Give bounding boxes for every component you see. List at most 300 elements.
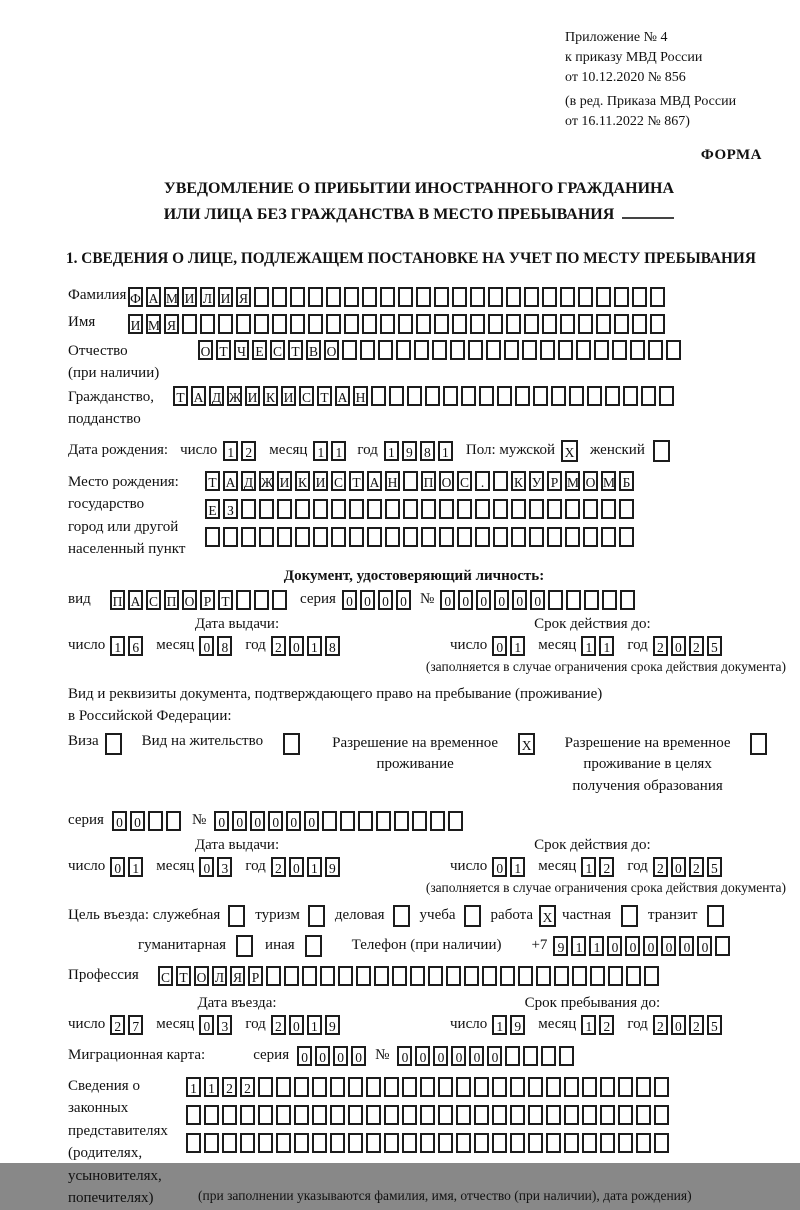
char-box[interactable]: О [182,590,197,610]
checkbox[interactable] [236,935,253,957]
char-box[interactable] [384,1133,399,1153]
char-box[interactable] [546,1133,561,1153]
char-box[interactable] [366,1133,381,1153]
char-box[interactable] [636,1077,651,1097]
char-box[interactable] [358,811,373,831]
char-box[interactable] [522,340,537,360]
char-box[interactable] [452,314,467,334]
char-box[interactable] [148,811,163,831]
char-box[interactable] [558,340,573,360]
char-box[interactable] [654,1077,669,1097]
char-box[interactable] [600,1077,615,1097]
char-box[interactable] [461,386,476,406]
char-box[interactable] [313,527,328,547]
char-box[interactable]: 0 [469,1046,484,1066]
char-box[interactable] [601,499,616,519]
char-box[interactable] [200,314,215,334]
char-box[interactable] [421,527,436,547]
char-box[interactable] [641,386,656,406]
char-box[interactable]: С [270,340,285,360]
char-box[interactable]: Т [218,590,233,610]
char-box[interactable] [240,1105,255,1125]
char-box[interactable]: 1 [581,1015,596,1035]
char-box[interactable] [470,314,485,334]
char-box[interactable] [650,287,665,307]
char-box[interactable]: 2 [689,857,704,877]
char-box[interactable] [290,314,305,334]
char-box[interactable] [403,499,418,519]
char-box[interactable]: О [439,471,454,491]
char-box[interactable] [236,314,251,334]
char-box[interactable] [222,1133,237,1153]
char-box[interactable]: И [277,471,292,491]
char-box[interactable] [374,966,389,986]
char-box[interactable] [392,966,407,986]
char-box[interactable] [456,1133,471,1153]
char-box[interactable]: А [191,386,206,406]
char-box[interactable] [186,1105,201,1125]
char-box[interactable] [564,1133,579,1153]
char-box[interactable]: Я [236,287,251,307]
char-box[interactable] [367,499,382,519]
char-box[interactable]: 0 [214,811,229,831]
char-box[interactable] [385,527,400,547]
char-box[interactable] [475,499,490,519]
char-box[interactable]: 1 [492,1015,507,1035]
char-box[interactable]: С [331,471,346,491]
char-box[interactable] [258,1105,273,1125]
char-box[interactable] [416,314,431,334]
char-box[interactable] [456,1105,471,1125]
char-box[interactable] [488,314,503,334]
char-box[interactable] [446,966,461,986]
char-box[interactable]: 0 [671,1015,686,1035]
char-box[interactable] [438,1133,453,1153]
char-box[interactable] [548,590,563,610]
char-box[interactable]: И [313,471,328,491]
char-box[interactable]: 2 [653,636,668,656]
char-box[interactable] [420,1133,435,1153]
char-box[interactable] [344,314,359,334]
char-box[interactable] [338,966,353,986]
char-box[interactable]: 5 [707,857,722,877]
char-box[interactable] [623,386,638,406]
char-box[interactable] [511,527,526,547]
char-box[interactable] [596,314,611,334]
char-box[interactable] [590,966,605,986]
char-box[interactable]: Е [205,499,220,519]
char-box[interactable] [403,471,418,491]
char-box[interactable] [506,287,521,307]
char-box[interactable]: 6 [128,636,143,656]
char-box[interactable]: 0 [315,1046,330,1066]
char-box[interactable]: 2 [240,1077,255,1097]
char-box[interactable]: 0 [643,936,658,956]
char-box[interactable]: Л [200,287,215,307]
char-box[interactable]: С [146,590,161,610]
char-box[interactable]: Я [164,314,179,334]
char-box[interactable]: 0 [360,590,375,610]
char-box[interactable] [398,314,413,334]
char-box[interactable] [564,1105,579,1125]
char-box[interactable] [528,1077,543,1097]
char-box[interactable] [366,1105,381,1125]
char-box[interactable]: Т [205,471,220,491]
char-box[interactable]: 2 [689,636,704,656]
char-box[interactable] [376,811,391,831]
char-box[interactable]: У [529,471,544,491]
char-box[interactable] [510,1105,525,1125]
char-box[interactable]: А [146,287,161,307]
char-box[interactable]: И [281,386,296,406]
char-box[interactable] [241,499,256,519]
char-box[interactable]: 0 [415,1046,430,1066]
char-box[interactable] [492,1077,507,1097]
char-box[interactable] [654,1133,669,1153]
char-box[interactable]: 0 [661,936,676,956]
char-box[interactable] [583,499,598,519]
char-box[interactable] [396,340,411,360]
char-box[interactable]: 0 [451,1046,466,1066]
char-box[interactable]: 2 [110,1015,125,1035]
char-box[interactable] [468,340,483,360]
char-box[interactable]: Д [241,471,256,491]
char-box[interactable] [241,527,256,547]
char-box[interactable]: 1 [599,636,614,656]
checkbox[interactable] [228,905,245,927]
char-box[interactable]: Т [173,386,188,406]
char-box[interactable] [554,966,569,986]
char-box[interactable]: 1 [223,441,238,461]
char-box[interactable] [614,314,629,334]
char-box[interactable] [389,386,404,406]
char-box[interactable]: А [223,471,238,491]
char-box[interactable]: 1 [204,1077,219,1097]
blank-underline[interactable] [622,207,674,219]
char-box[interactable] [272,590,287,610]
char-box[interactable] [403,527,418,547]
char-box[interactable] [587,386,602,406]
char-box[interactable]: О [324,340,339,360]
char-box[interactable] [601,527,616,547]
char-box[interactable] [618,1105,633,1125]
checkbox[interactable] [308,905,325,927]
char-box[interactable]: 7 [128,1015,143,1035]
char-box[interactable] [583,527,598,547]
checkbox[interactable] [105,733,122,755]
char-box[interactable] [493,499,508,519]
char-box[interactable] [582,1133,597,1153]
char-box[interactable] [560,314,575,334]
char-box[interactable] [572,966,587,986]
char-box[interactable]: 1 [128,857,143,877]
char-box[interactable]: Т [317,386,332,406]
char-box[interactable] [620,590,635,610]
char-box[interactable] [204,1105,219,1125]
char-box[interactable] [349,527,364,547]
char-box[interactable] [482,966,497,986]
char-box[interactable]: 8 [420,441,435,461]
char-box[interactable] [356,966,371,986]
char-box[interactable]: А [128,590,143,610]
char-box[interactable]: 0 [494,590,509,610]
char-box[interactable]: 3 [217,857,232,877]
char-box[interactable]: Р [547,471,562,491]
char-box[interactable] [295,499,310,519]
char-box[interactable]: 0 [342,590,357,610]
char-box[interactable]: О [198,340,213,360]
char-box[interactable] [438,1077,453,1097]
char-box[interactable] [659,386,674,406]
char-box[interactable] [378,340,393,360]
char-box[interactable] [528,1105,543,1125]
char-box[interactable]: 9 [325,857,340,877]
checkbox[interactable] [305,935,322,957]
char-box[interactable] [618,1133,633,1153]
char-box[interactable] [320,966,335,986]
char-box[interactable]: 0 [492,857,507,877]
checkbox[interactable] [393,905,410,927]
char-box[interactable] [546,1077,561,1097]
char-box[interactable]: О [194,966,209,986]
char-box[interactable] [515,386,530,406]
char-box[interactable] [223,527,238,547]
char-box[interactable] [331,499,346,519]
char-box[interactable] [362,314,377,334]
char-box[interactable] [276,1077,291,1097]
char-box[interactable]: И [182,287,197,307]
char-box[interactable] [493,471,508,491]
char-box[interactable] [312,1133,327,1153]
char-box[interactable] [290,287,305,307]
char-box[interactable] [344,287,359,307]
char-box[interactable] [547,499,562,519]
char-box[interactable]: Ж [227,386,242,406]
char-box[interactable]: А [335,386,350,406]
char-box[interactable]: 5 [707,1015,722,1035]
checkbox[interactable] [750,733,767,755]
char-box[interactable] [636,1133,651,1153]
char-box[interactable] [294,1105,309,1125]
char-box[interactable]: Ф [128,287,143,307]
char-box[interactable] [654,1105,669,1125]
char-box[interactable]: 2 [271,1015,286,1035]
char-box[interactable]: 0 [289,636,304,656]
char-box[interactable] [432,340,447,360]
char-box[interactable]: . [475,471,490,491]
char-box[interactable] [450,340,465,360]
char-box[interactable] [182,314,197,334]
char-box[interactable]: 1 [510,636,525,656]
char-box[interactable] [582,1077,597,1097]
char-box[interactable]: 0 [130,811,145,831]
char-box[interactable]: 0 [440,590,455,610]
char-box[interactable] [360,340,375,360]
char-box[interactable] [295,527,310,547]
char-box[interactable] [236,590,251,610]
char-box[interactable] [569,386,584,406]
char-box[interactable] [259,499,274,519]
char-box[interactable] [348,1105,363,1125]
char-box[interactable] [348,1077,363,1097]
char-box[interactable] [452,287,467,307]
char-box[interactable]: 1 [384,441,399,461]
char-box[interactable]: П [421,471,436,491]
char-box[interactable]: 5 [707,636,722,656]
char-box[interactable] [510,1077,525,1097]
char-box[interactable]: Ч [234,340,249,360]
char-box[interactable]: Б [619,471,634,491]
char-box[interactable]: 0 [396,590,411,610]
char-box[interactable]: 1 [313,441,328,461]
char-box[interactable] [551,386,566,406]
char-box[interactable] [371,386,386,406]
char-box[interactable] [715,936,730,956]
char-box[interactable] [505,1046,520,1066]
char-box[interactable] [284,966,299,986]
char-box[interactable] [497,386,512,406]
char-box[interactable] [367,527,382,547]
char-box[interactable] [600,1133,615,1153]
char-box[interactable] [308,287,323,307]
char-box[interactable]: 2 [599,857,614,877]
char-box[interactable] [272,287,287,307]
char-box[interactable]: 0 [671,857,686,877]
char-box[interactable]: 0 [607,936,622,956]
char-box[interactable] [425,386,440,406]
char-box[interactable] [272,314,287,334]
char-box[interactable] [254,590,269,610]
char-box[interactable]: Ж [259,471,274,491]
char-box[interactable] [420,1077,435,1097]
char-box[interactable] [402,1105,417,1125]
char-box[interactable]: 3 [217,1015,232,1035]
char-box[interactable]: В [306,340,321,360]
char-box[interactable]: С [299,386,314,406]
char-box[interactable] [524,287,539,307]
char-box[interactable]: О [583,471,598,491]
char-box[interactable] [254,314,269,334]
char-box[interactable] [511,499,526,519]
char-box[interactable] [430,811,445,831]
char-box[interactable] [385,499,400,519]
char-box[interactable] [366,1077,381,1097]
char-box[interactable] [420,1105,435,1125]
char-box[interactable] [348,1133,363,1153]
char-box[interactable] [605,386,620,406]
char-box[interactable] [294,1077,309,1097]
char-box[interactable] [630,340,645,360]
char-box[interactable] [308,314,323,334]
checkbox[interactable] [283,733,300,755]
char-box[interactable] [600,1105,615,1125]
char-box[interactable]: 1 [571,936,586,956]
char-box[interactable]: 9 [325,1015,340,1035]
char-box[interactable] [541,1046,556,1066]
char-box[interactable] [421,499,436,519]
char-box[interactable] [434,287,449,307]
char-box[interactable]: 2 [689,1015,704,1035]
char-box[interactable]: 0 [625,936,640,956]
char-box[interactable] [322,811,337,831]
char-box[interactable] [619,527,634,547]
char-box[interactable] [349,499,364,519]
char-box[interactable] [510,1133,525,1153]
char-box[interactable]: Р [200,590,215,610]
char-box[interactable] [618,1077,633,1097]
char-box[interactable]: 0 [397,1046,412,1066]
char-box[interactable] [330,1077,345,1097]
char-box[interactable] [636,1105,651,1125]
char-box[interactable] [474,1105,489,1125]
char-box[interactable] [412,811,427,831]
char-box[interactable] [276,1133,291,1153]
char-box[interactable] [650,314,665,334]
char-box[interactable] [312,1105,327,1125]
char-box[interactable] [330,1105,345,1125]
char-box[interactable] [313,499,328,519]
char-box[interactable] [342,340,357,360]
char-box[interactable]: 0 [289,857,304,877]
char-box[interactable] [302,966,317,986]
char-box[interactable] [276,1105,291,1125]
char-box[interactable]: 0 [458,590,473,610]
char-box[interactable] [439,499,454,519]
char-box[interactable] [547,527,562,547]
char-box[interactable]: Е [252,340,267,360]
char-box[interactable]: 0 [476,590,491,610]
char-box[interactable]: 0 [487,1046,502,1066]
char-box[interactable]: 1 [307,857,322,877]
char-box[interactable] [488,287,503,307]
char-box[interactable]: 2 [271,636,286,656]
char-box[interactable] [536,966,551,986]
char-box[interactable] [222,1105,237,1125]
char-box[interactable] [492,1105,507,1125]
char-box[interactable] [331,527,346,547]
char-box[interactable]: 1 [438,441,453,461]
char-box[interactable]: 1 [581,857,596,877]
char-box[interactable] [565,527,580,547]
char-box[interactable] [414,340,429,360]
char-box[interactable]: Д [209,386,224,406]
char-box[interactable] [456,1077,471,1097]
char-box[interactable]: 9 [402,441,417,461]
char-box[interactable] [457,499,472,519]
char-box[interactable] [410,966,425,986]
char-box[interactable]: 1 [307,636,322,656]
char-box[interactable] [240,1133,255,1153]
char-box[interactable]: И [245,386,260,406]
char-box[interactable] [566,590,581,610]
char-box[interactable]: 0 [530,590,545,610]
char-box[interactable] [277,527,292,547]
char-box[interactable]: П [110,590,125,610]
char-box[interactable] [518,966,533,986]
char-box[interactable] [559,1046,574,1066]
char-box[interactable] [594,340,609,360]
char-box[interactable] [504,340,519,360]
char-box[interactable]: М [146,314,161,334]
char-box[interactable] [644,966,659,986]
char-box[interactable] [614,287,629,307]
char-box[interactable]: 2 [599,1015,614,1035]
char-box[interactable]: К [263,386,278,406]
char-box[interactable] [312,1077,327,1097]
char-box[interactable]: С [457,471,472,491]
char-box[interactable]: А [367,471,382,491]
char-box[interactable] [340,811,355,831]
